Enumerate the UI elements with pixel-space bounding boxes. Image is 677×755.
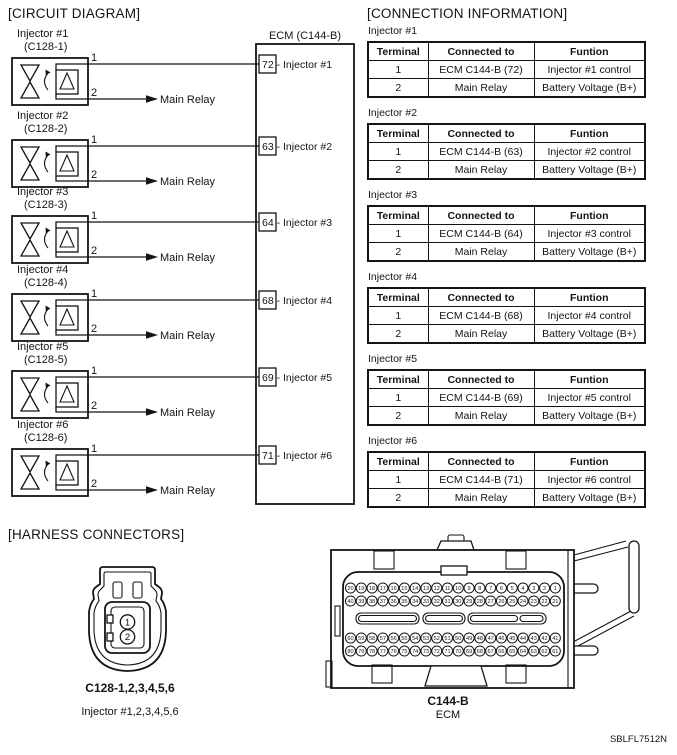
main-relay-label: Main Relay (160, 485, 216, 497)
col-connected-to: Connected to (428, 206, 534, 225)
ecm-pin-number: 80 (347, 649, 354, 655)
ecm-pin-number: 29 (465, 599, 473, 605)
terminal-2-label: 2 (91, 87, 98, 99)
col-connected-to: Connected to (428, 288, 534, 307)
injector-connector: (C128-1) (24, 41, 68, 53)
ecm-pin-number: 47 (487, 636, 494, 642)
ecm-pin-number: 21 (552, 599, 559, 605)
ecm-pin-number: 58 (368, 636, 376, 642)
ecm-pin-number: 48 (476, 636, 483, 642)
ecm-pin-number: 4 (521, 586, 525, 592)
ecm-pin-number: 22 (541, 599, 548, 605)
ecm-pin-number: 26 (498, 599, 505, 605)
ecm-pin-label: 71 - Injector #6 (262, 450, 333, 462)
cell-connected-to: ECM C144-B (72) (428, 61, 534, 79)
ecm-pin-number: 44 (519, 636, 527, 642)
c144b-connector-drawing (323, 530, 653, 695)
cell-function: Battery Voltage (B+) (534, 407, 645, 426)
figure-code: SBLFL7512N (609, 734, 667, 745)
table-row (368, 325, 645, 344)
connection-section-injector-4 (367, 271, 646, 344)
col-function: Funtion (534, 124, 645, 143)
table-row (368, 407, 645, 426)
ecm-pin-number: 13 (422, 586, 430, 592)
col-function: Funtion (534, 288, 645, 307)
col-terminal: Terminal (368, 124, 428, 143)
injector-connector: (C128-6) (24, 432, 68, 444)
circuit-diagram-svg (0, 20, 360, 512)
connection-information-title: [CONNECTION INFORMATION] (367, 6, 568, 21)
col-function: Funtion (534, 42, 645, 61)
ecm-pin-number: 41 (552, 636, 559, 642)
connection-table (367, 451, 646, 508)
cell-terminal: 1 (368, 307, 428, 325)
injector-connector: (C128-5) (24, 354, 68, 366)
ecm-pin-number: 60 (347, 636, 354, 642)
ecm-pin-label: 64 - Injector #3 (262, 217, 333, 229)
c128-caption: Injector #1,2,3,4,5,6 (81, 706, 179, 718)
col-terminal: Terminal (368, 206, 428, 225)
ecm-pin-number: 51 (444, 636, 451, 642)
ecm-pin-number: 11 (444, 586, 451, 592)
ecm-pin-number: 10 (455, 586, 462, 592)
terminal-1-label: 1 (91, 365, 98, 377)
ecm-pin-number: 34 (412, 599, 419, 605)
table-header-row (368, 370, 645, 389)
ecm-pin-number: 7 (489, 586, 493, 592)
ecm-pin-number: 39 (358, 599, 365, 605)
connection-section-injector-3 (367, 189, 646, 262)
ecm-pin-number: 24 (519, 599, 527, 605)
cell-function: Injector #4 control (534, 307, 645, 325)
cell-connected-to: Main Relay (428, 79, 534, 98)
injector-connector: (C128-2) (24, 123, 68, 135)
ecm-pin-number: 74 (412, 649, 419, 655)
main-relay-label: Main Relay (160, 330, 216, 342)
ecm-pin-number: 78 (368, 649, 376, 655)
ecm-pin-number: 72 (433, 649, 440, 655)
connection-section-injector-1 (367, 25, 646, 98)
ecm-pin-number: 75 (401, 649, 408, 655)
cell-function: Battery Voltage (B+) (534, 325, 645, 344)
ecm-pin-number: 3 (532, 586, 536, 592)
terminal-1-label: 1 (91, 134, 98, 146)
col-function: Funtion (534, 370, 645, 389)
ecm-label: ECM (C144-B) (268, 30, 342, 42)
c128-lock-tab (107, 615, 113, 623)
ecm-pin-number: 35 (401, 599, 408, 605)
wire-arrowhead-icon (146, 95, 158, 103)
c128-name: C128-1,2,3,4,5,6 (85, 681, 175, 695)
connection-section-title: Injector #2 (368, 107, 418, 119)
cell-connected-to: Main Relay (428, 325, 534, 344)
cell-connected-to: ECM C144-B (63) (428, 143, 534, 161)
injector-connector: (C128-4) (24, 277, 68, 289)
ecm-pin-number: 54 (412, 636, 419, 642)
col-terminal: Terminal (368, 42, 428, 61)
ecm-pin-number: 46 (498, 636, 505, 642)
cell-connected-to: Main Relay (428, 407, 534, 426)
table-row (368, 489, 645, 508)
terminal-2-label: 2 (91, 400, 98, 412)
ecm-pin-number: 70 (455, 649, 462, 655)
terminal-2-label: 2 (91, 245, 98, 257)
cell-terminal: 1 (368, 389, 428, 407)
col-connected-to: Connected to (428, 370, 534, 389)
c128-pin-1-number: 1 (124, 617, 131, 629)
table-header-row (368, 42, 645, 61)
ecm-pin-number: 12 (433, 586, 440, 592)
terminal-2-label: 2 (91, 323, 98, 335)
ecm-pin-number: 56 (390, 636, 397, 642)
ecm-pin-number: 68 (476, 649, 483, 655)
ecm-pin-label: 72 - Injector #1 (262, 59, 333, 71)
terminal-1-label: 1 (91, 443, 98, 455)
injector-name: Injector #6 (17, 419, 69, 431)
top-key-slot (441, 566, 467, 575)
ecm-pin-number: 8 (478, 586, 482, 592)
ecm-pin-number: 63 (530, 649, 537, 655)
ecm-pin-number: 2 (542, 586, 547, 592)
ecm-pin-number: 1 (553, 586, 557, 592)
hinge-peg (571, 646, 598, 655)
injector-name: Injector #3 (17, 186, 69, 198)
wire-arrowhead-icon (146, 408, 158, 416)
bail-arm (578, 616, 634, 646)
table-header-row (368, 206, 645, 225)
ecm-pin-number: 61 (552, 649, 559, 655)
col-connected-to: Connected to (428, 42, 534, 61)
bail-arm (574, 547, 628, 561)
c128-connector-drawing (55, 555, 205, 680)
table-row (368, 79, 645, 98)
ecm-pin-number: 71 (444, 649, 451, 655)
ecm-pin-number: 45 (509, 636, 516, 642)
col-terminal: Terminal (368, 370, 428, 389)
ecm-pin-number: 33 (422, 599, 430, 605)
table-header-row (368, 124, 645, 143)
ecm-pin-number: 40 (347, 599, 354, 605)
ecm-pin-label: 68 - Injector #4 (262, 295, 333, 307)
c144b-caption: ECM (435, 709, 461, 721)
cell-terminal: 2 (368, 243, 428, 262)
table-row (368, 389, 645, 407)
cell-function: Injector #3 control (534, 225, 645, 243)
connection-section-title: Injector #6 (368, 435, 418, 447)
connection-table (367, 205, 646, 262)
col-function: Funtion (534, 206, 645, 225)
terminal-2-label: 2 (91, 478, 98, 490)
cell-connected-to: ECM C144-B (64) (428, 225, 534, 243)
injector-connector: (C128-3) (24, 199, 68, 211)
table-header-row (368, 288, 645, 307)
ecm-pin-number: 14 (412, 586, 419, 592)
cell-terminal: 1 (368, 143, 428, 161)
connection-table (367, 287, 646, 344)
cell-function: Injector #6 control (534, 471, 645, 489)
connection-section-title: Injector #5 (368, 353, 418, 365)
latch-bump (437, 541, 474, 550)
wire-arrowhead-icon (146, 177, 158, 185)
injector-name: Injector #1 (17, 28, 69, 40)
ecm-pin-number: 25 (509, 599, 516, 605)
c144b-name: C144-B (427, 694, 469, 708)
circuit-diagram-title: [CIRCUIT DIAGRAM] (8, 6, 141, 21)
bottom-latch-bump (425, 666, 487, 686)
ecm-pin-number: 53 (422, 636, 430, 642)
table-row (368, 143, 645, 161)
connection-section-injector-2 (367, 107, 646, 180)
c128-pin-2-number: 2 (124, 632, 131, 644)
ecm-pin-number: 23 (530, 599, 537, 605)
ecm-pin-number: 37 (379, 599, 386, 605)
cell-terminal: 1 (368, 471, 428, 489)
ecm-pin-number: 30 (455, 599, 462, 605)
cell-connected-to: Main Relay (428, 489, 534, 508)
cell-function: Injector #2 control (534, 143, 645, 161)
cell-function: Battery Voltage (B+) (534, 79, 645, 98)
cell-terminal: 2 (368, 325, 428, 344)
wire-arrowhead-icon (146, 486, 158, 494)
bail-bar (629, 541, 639, 613)
ecm-pin-number: 52 (433, 636, 440, 642)
ecm-pin-number: 17 (379, 586, 386, 592)
bail-arm (575, 611, 631, 641)
ecm-pin-number: 32 (433, 599, 440, 605)
ecm-pin-number: 28 (476, 599, 483, 605)
connection-section-injector-6 (367, 435, 646, 508)
table-row (368, 161, 645, 180)
ecm-box-outline (256, 44, 354, 504)
ecm-pin-number: 55 (401, 636, 408, 642)
ecm-pin-number: 38 (368, 599, 376, 605)
cell-function: Battery Voltage (B+) (534, 243, 645, 262)
ecm-pin-number: 5 (510, 586, 514, 592)
connection-section-title: Injector #4 (368, 271, 418, 283)
ecm-pin-number: 67 (487, 649, 494, 655)
c128-lock-tab (107, 633, 113, 641)
ecm-pin-number: 18 (368, 586, 376, 592)
ecm-pin-number: 6 (499, 586, 503, 592)
bail-arm (574, 541, 626, 555)
col-connected-to: Connected to (428, 124, 534, 143)
table-header-row (368, 452, 645, 471)
ecm-pin-number: 62 (541, 649, 548, 655)
main-relay-label: Main Relay (160, 176, 216, 188)
ecm-pin-number: 65 (509, 649, 516, 655)
ecm-pin-number: 19 (358, 586, 365, 592)
wire-arrowhead-icon (146, 253, 158, 261)
cell-connected-to: ECM C144-B (68) (428, 307, 534, 325)
ecm-pin-number: 43 (530, 636, 537, 642)
ecm-pin-number: 15 (401, 586, 408, 592)
cell-connected-to: ECM C144-B (71) (428, 471, 534, 489)
connection-table (367, 41, 646, 98)
cell-connected-to: ECM C144-B (69) (428, 389, 534, 407)
ecm-pin-number: 50 (455, 636, 462, 642)
ecm-pin-number: 20 (347, 586, 354, 592)
table-row (368, 225, 645, 243)
col-function: Funtion (534, 452, 645, 471)
ecm-pin-number: 64 (519, 649, 527, 655)
cell-terminal: 2 (368, 79, 428, 98)
connection-table (367, 123, 646, 180)
ecm-pin-number: 49 (465, 636, 473, 642)
ecm-pin-number: 76 (390, 649, 397, 655)
ecm-pin-number: 36 (390, 599, 397, 605)
cell-terminal: 1 (368, 225, 428, 243)
cell-function: Injector #5 control (534, 389, 645, 407)
connection-section-title: Injector #3 (368, 189, 418, 201)
cell-connected-to: Main Relay (428, 161, 534, 180)
main-relay-label: Main Relay (160, 407, 216, 419)
col-terminal: Terminal (368, 452, 428, 471)
connection-section-injector-5 (367, 353, 646, 426)
col-connected-to: Connected to (428, 452, 534, 471)
table-row (368, 61, 645, 79)
cell-terminal: 2 (368, 489, 428, 508)
connection-information-column (367, 25, 646, 517)
table-row (368, 471, 645, 489)
cell-terminal: 2 (368, 161, 428, 180)
ecm-pin-number: 77 (379, 649, 386, 655)
ecm-pin-number: 73 (422, 649, 430, 655)
ecm-pin-label: 63 - Injector #2 (262, 141, 333, 153)
ecm-pin-number: 16 (390, 586, 397, 592)
ecm-pin-number: 79 (358, 649, 365, 655)
terminal-1-label: 1 (91, 52, 98, 64)
connection-section-title: Injector #1 (368, 25, 418, 37)
main-relay-label: Main Relay (160, 252, 216, 264)
terminal-2-label: 2 (91, 169, 98, 181)
ecm-pin-number: 27 (487, 599, 494, 605)
harness-connectors-title: [HARNESS CONNECTORS] (8, 527, 185, 542)
ecm-pin-number: 9 (467, 586, 471, 592)
injector-name: Injector #2 (17, 110, 69, 122)
injector-name: Injector #4 (17, 264, 69, 276)
cell-terminal: 2 (368, 407, 428, 426)
table-row (368, 243, 645, 262)
ecm-pin-number: 31 (444, 599, 451, 605)
injector-name: Injector #5 (17, 341, 69, 353)
wire-arrowhead-icon (146, 331, 158, 339)
cell-function: Battery Voltage (B+) (534, 489, 645, 508)
cell-function: Injector #1 control (534, 61, 645, 79)
ecm-pin-label: 69 - Injector #5 (262, 372, 333, 384)
ecm-pin-number: 57 (379, 636, 386, 642)
ecm-box (256, 30, 354, 504)
table-row (368, 307, 645, 325)
cell-function: Battery Voltage (B+) (534, 161, 645, 180)
main-relay-label: Main Relay (160, 94, 216, 106)
terminal-1-label: 1 (91, 210, 98, 222)
connection-table (367, 369, 646, 426)
terminal-1-label: 1 (91, 288, 98, 300)
cell-terminal: 1 (368, 61, 428, 79)
ecm-pin-number: 66 (498, 649, 505, 655)
ecm-pin-number: 42 (541, 636, 548, 642)
cell-connected-to: Main Relay (428, 243, 534, 262)
col-terminal: Terminal (368, 288, 428, 307)
hinge-peg (571, 584, 598, 593)
ecm-pin-number: 59 (358, 636, 365, 642)
ecm-pin-number: 69 (465, 649, 473, 655)
